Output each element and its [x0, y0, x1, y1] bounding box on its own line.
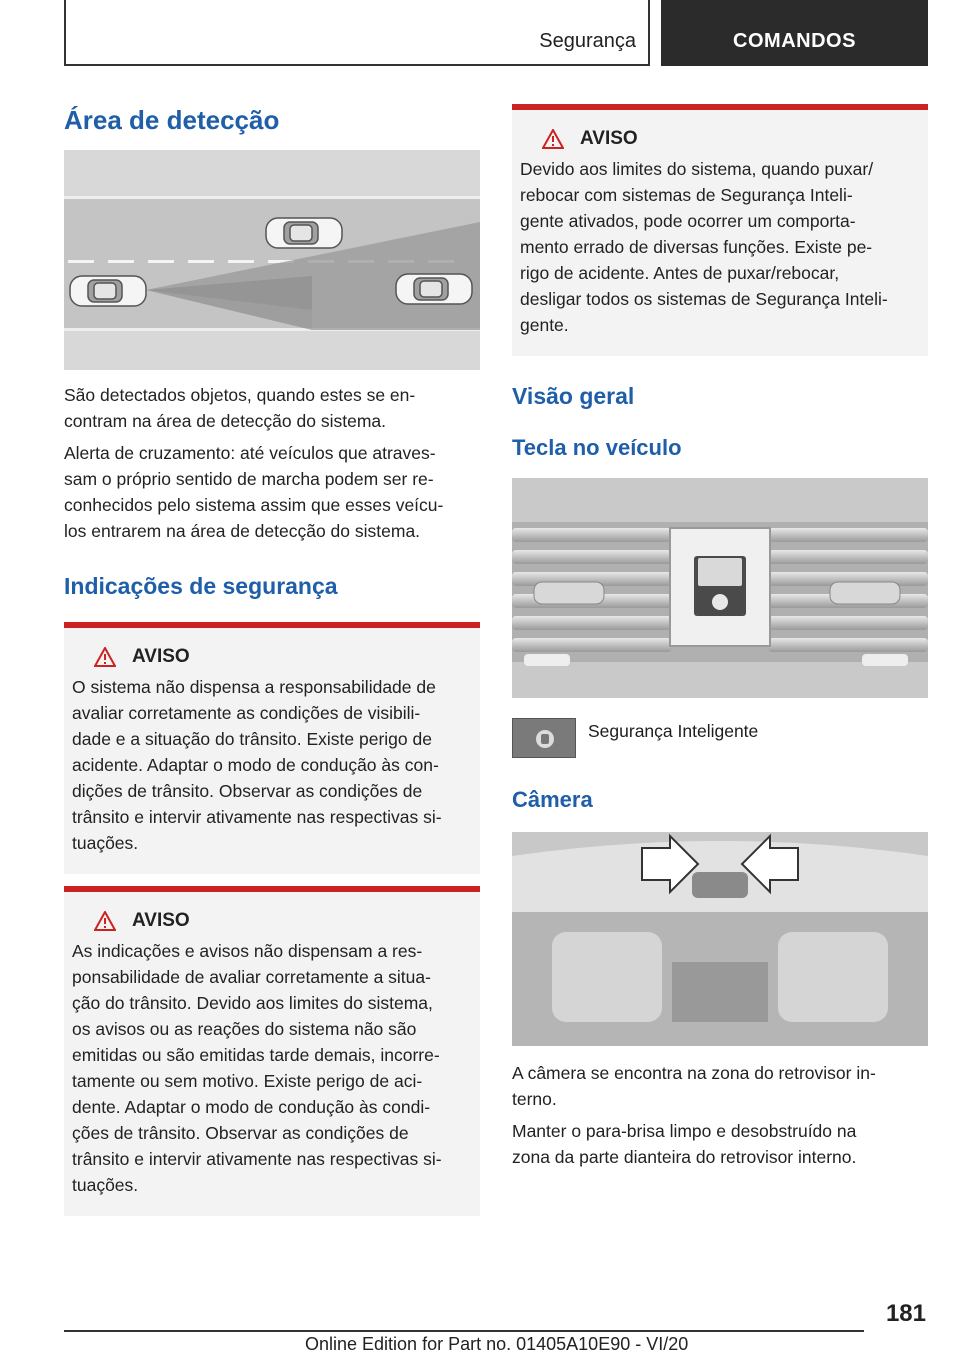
warning-label: AVISO	[132, 910, 190, 931]
header-section-tab	[64, 0, 650, 66]
intelligent-safety-icon	[513, 719, 577, 759]
warning-label: AVISO	[132, 646, 190, 667]
camera-photo	[512, 832, 928, 1046]
header-section-label: Segurança	[539, 30, 636, 52]
camera-paragraph-2: Manter o para-brisa limpo e desobstruído na zona da parte dianteira do retrovisor interno.	[512, 1121, 857, 1167]
road-diagram	[64, 150, 480, 370]
section-title-detection-area: Área de detecção	[64, 105, 280, 135]
left-column	[64, 100, 480, 1216]
detection-paragraph-1: São detectados objetos, quando estes se en- contram na área de detecção do sistema.	[64, 385, 416, 431]
warning-box-3	[512, 104, 928, 356]
section-title-safety: Indicações de segurança	[64, 573, 338, 599]
warning-triangle-icon	[542, 129, 564, 149]
warning-box-2	[64, 886, 480, 1216]
header-chapter-tab	[661, 0, 928, 66]
warning-text: As indicações e avisos não dispensam a res- ponsabilidade de avaliar corretamente a situa- ção do trânsito. Devido aos limites do sistema, os avisos ou as reações do sistema não são emitidas ou são emitidas tarde demais, incorre- tamente ou sem motivo. Existe perigo de aci- dente. Adaptar o modo de condução às condi- ções de trânsito. Observar as condições de trânsito e intervir ativamente nas respectivas si- tuações.	[72, 941, 442, 1195]
detection-area-illustration	[64, 150, 480, 370]
car-left	[70, 276, 146, 306]
warning-text: O sistema não dispensa a responsabilidade de avaliar corretamente as condições de visibili- dade e a situação do trânsito. Existe perigo de acidente. Adaptar o modo de condução às con- dições de trânsito. Observar as condições de trânsito e intervir ativamente nas respectivas si- tuações.	[72, 677, 442, 853]
detection-paragraph-2: Alerta de cruzamento: até veículos que atraves- sam o próprio sentido de marcha podem ser re- conhecidos pelo sistema assim que esses veícu- los entrarem na área de detecção do sistema.	[64, 443, 444, 541]
button-legend	[512, 718, 928, 758]
footer-divider	[64, 1330, 864, 1332]
section-title-overview: Visão geral	[512, 383, 635, 409]
warning-triangle-icon	[94, 647, 116, 667]
subsection-title-camera: Câmera	[512, 787, 593, 812]
subsection-title-button: Tecla no veículo	[512, 435, 682, 460]
page-number: 181	[885, 1300, 926, 1327]
warning-triangle-icon	[94, 911, 116, 931]
right-column	[512, 104, 928, 1170]
car-top	[266, 218, 342, 248]
button-label: Segurança Inteligente	[588, 721, 759, 741]
car-right	[396, 274, 472, 304]
dashboard-vent-image	[512, 478, 928, 698]
camera-paragraph-1: A câmera se encontra na zona do retrovisor in- terno.	[512, 1063, 876, 1109]
header-chapter-label: COMANDOS	[733, 30, 856, 52]
warning-text: Devido aos limites do sistema, quando puxar/ rebocar com sistemas de Segurança Inteli- gente ativados, pode ocorrer um comporta- mento errado de diversas funções. Existe pe- rigo de acidente. Antes de puxar/rebocar, desligar todos os sistemas de Segurança Inteli- gente.	[520, 159, 888, 335]
footer-edition: Online Edition for Part no. 01405A10E90 - VI/20	[305, 1334, 689, 1354]
intelligent-safety-button	[512, 718, 576, 758]
warning-box-1	[64, 622, 480, 874]
vehicle-button-photo	[512, 478, 928, 698]
warning-label: AVISO	[580, 128, 638, 149]
windshield-interior-image	[512, 832, 928, 1046]
